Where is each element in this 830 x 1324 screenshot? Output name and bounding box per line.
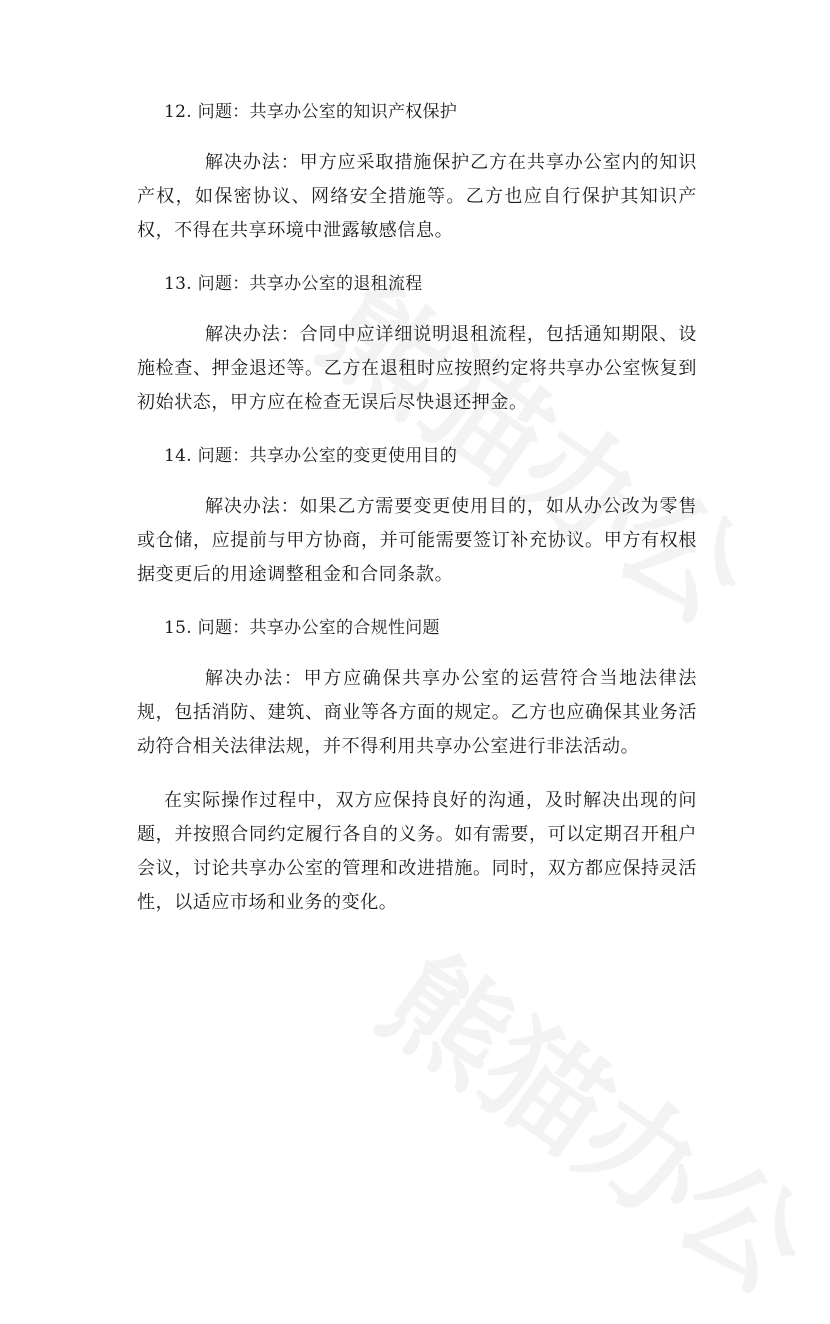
item-heading-15: 15. 问题：共享办公室的合规性问题: [164, 618, 440, 638]
item-heading-13: 13. 问题：共享办公室的退租流程: [164, 274, 423, 294]
item-heading-14: 14. 问题：共享办公室的变更使用目的: [164, 446, 458, 466]
item-solution-15: 解决办法：甲方应确保共享办公室的运营符合当地法律法规，包括消防、建筑、商业等各方面的规定。乙方也应确保其业务活动符合相关法律法规，并不得利用共享办公室进行非法活动。: [137, 668, 697, 757]
item-heading-12: 12. 问题：共享办公室的知识产权保护: [164, 102, 458, 122]
item-solution-12: 解决办法：甲方应采取措施保护乙方在共享办公室内的知识产权，如保密协议、网络安全措施等。乙方也应自行保护其知识产权，不得在共享环境中泄露敏感信息。: [137, 152, 697, 241]
item-solution-14: 解决办法：如果乙方需要变更使用目的，如从办公改为零售或仓储，应提前与甲方协商，并可能需要签订补充协议。甲方有权根据变更后的用途调整租金和合同条款。: [137, 496, 697, 585]
summary-paragraph: 在实际操作过程中，双方应保持良好的沟通，及时解决出现的问题，并按照合同约定履行各自的义务。如有需要，可以定期召开租户会议，讨论共享办公室的管理和改进措施。同时，双方都应保持灵活性，以适应市场和业务的变化。: [137, 790, 697, 913]
document-body: [137, 96, 697, 920]
watermark: [354, 908, 830, 1324]
item-solution-13: 解决办法：合同中应详细说明退租流程，包括通知期限、设施检查、押金退还等。乙方在退租时应按照约定将共享办公室恢复到初始状态，甲方应在检查无误后尽快退还押金。: [137, 324, 697, 413]
